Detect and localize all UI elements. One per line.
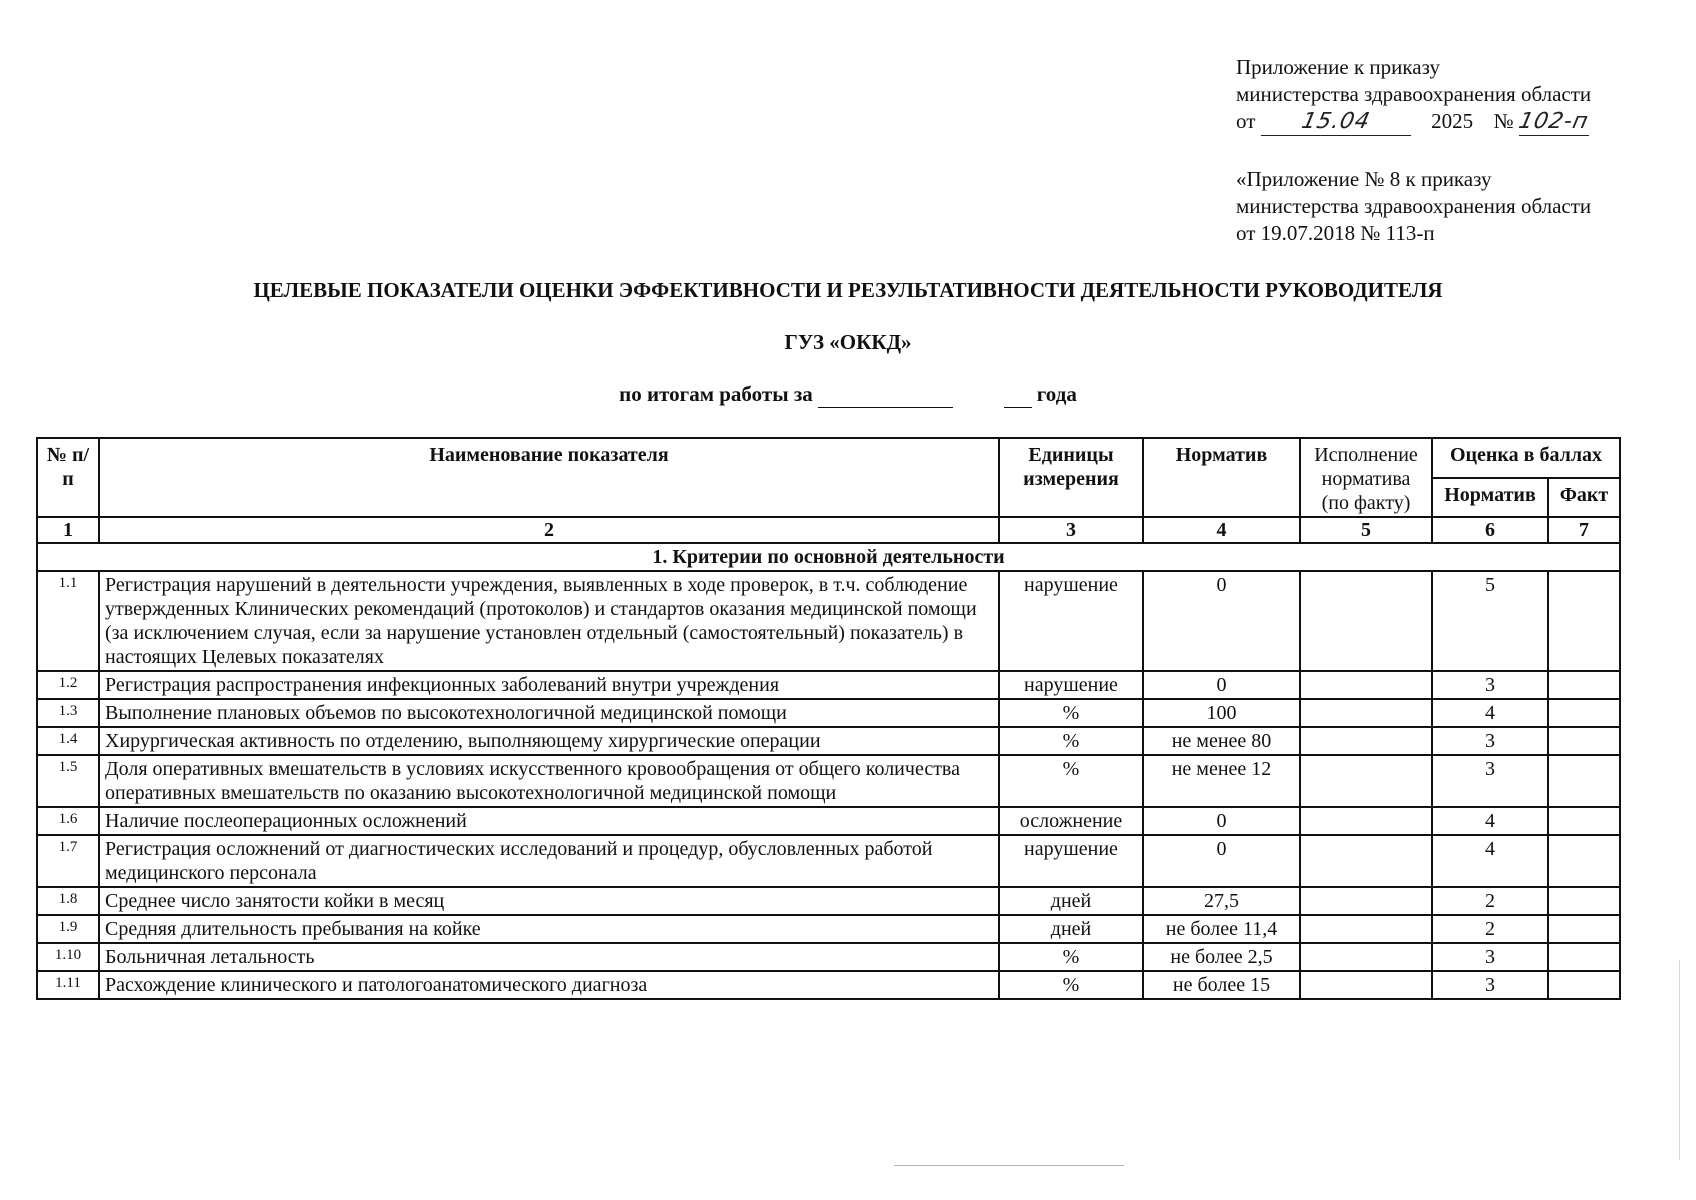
row-num: 1.7 [37,835,99,887]
row-name: Больничная летальность [99,943,999,971]
row-exec [1300,915,1432,943]
row-score-fact [1548,915,1620,943]
row-norm: не более 11,4 [1143,915,1300,943]
row-score-norm: 5 [1432,571,1548,671]
header-exec: Исполнение норматива (по факту) [1300,438,1432,517]
table-row [37,699,1620,727]
row-num: 1.9 [37,915,99,943]
table-row [37,727,1620,755]
row-score-fact [1548,727,1620,755]
row-score-fact [1548,807,1620,835]
row-unit: осложнение [999,807,1143,835]
row-unit: дней [999,915,1143,943]
row-name: Средняя длительность пребывания на койке [99,915,999,943]
row-norm: не более 15 [1143,971,1300,999]
handwritten-date: 15.04 [1298,109,1373,134]
year-blank [1004,382,1032,408]
row-name: Выполнение плановых объемов по высокотехнологичной медицинской помощи [99,699,999,727]
row-score-norm: 3 [1432,755,1548,807]
row-name: Расхождение клинического и патологоанатомического диагноза [99,971,999,999]
table-row [37,755,1620,807]
row-score-fact [1548,887,1620,915]
header-score-norm: Норматив [1432,478,1548,518]
row-exec [1300,971,1432,999]
row-num: 1.8 [37,887,99,915]
row-exec [1300,835,1432,887]
row-exec [1300,671,1432,699]
row-unit: % [999,971,1143,999]
row-norm: не менее 12 [1143,755,1300,807]
number-sign: № [1493,109,1514,133]
row-norm: 0 [1143,571,1300,671]
col-number: 3 [999,517,1143,543]
col-number: 1 [37,517,99,543]
row-name: Регистрация распространения инфекционных заболеваний внутри учреждения [99,671,999,699]
header-name: Наименование показателя [99,438,999,517]
document-title: ЦЕЛЕВЫЕ ПОКАЗАТЕЛИ ОЦЕНКИ ЭФФЕКТИВНОСТИ И РЕЗУЛЬТАТИВНОСТИ ДЕЯТЕЛЬНОСТИ РУКОВОДИТЕЛЯ [253,278,1443,302]
order-header [1236,54,1686,136]
row-score-norm: 3 [1432,671,1548,699]
order-year: 2025 [1431,109,1474,133]
annex-header-line2: министерства здравоохранения области [1236,194,1592,218]
table-row [37,943,1620,971]
organization-title: ГУЗ «ОККД» [784,330,912,354]
row-name: Доля оперативных вмешательств в условиях искусственного кровообращения от общего количества оперативных вмешательств по оказанию высокотехнологичной медицинской помощи [99,755,999,807]
row-score-fact [1548,671,1620,699]
row-norm: 0 [1143,671,1300,699]
column-number-row [37,517,1620,543]
annex-header-line1: «Приложение № 8 к приказу [1236,167,1492,191]
row-score-norm: 2 [1432,887,1548,915]
order-header-line1: Приложение к приказу [1236,55,1440,79]
col-number: 2 [99,517,999,543]
row-exec [1300,571,1432,671]
row-score-fact [1548,699,1620,727]
row-exec [1300,755,1432,807]
row-score-norm: 4 [1432,807,1548,835]
period-blank [818,382,953,408]
row-num: 1.10 [37,943,99,971]
section-title: 1. Критерии по основной деятельности [37,543,1620,571]
period-suffix: года [1036,382,1077,406]
annex-header-line3: от 19.07.2018 № 113-п [1236,221,1435,245]
handwritten-date-field [1261,108,1411,136]
table-row [37,971,1620,999]
row-score-norm: 3 [1432,971,1548,999]
period-line [0,382,1696,408]
row-name: Регистрация осложнений от диагностических исследований и процедур, обусловленных работой медицинского персонала [99,835,999,887]
header-score-fact: Факт [1548,478,1620,518]
row-score-norm: 4 [1432,699,1548,727]
row-unit: % [999,727,1143,755]
row-unit: % [999,755,1143,807]
table-row [37,807,1620,835]
row-score-fact [1548,835,1620,887]
row-exec [1300,807,1432,835]
period-prefix: по итогам работы за [619,382,813,406]
row-num: 1.3 [37,699,99,727]
row-score-fact [1548,943,1620,971]
row-norm: 0 [1143,835,1300,887]
table-row [37,835,1620,887]
col-number: 4 [1143,517,1300,543]
annex-header [1236,166,1686,247]
row-score-norm: 3 [1432,727,1548,755]
row-num: 1.5 [37,755,99,807]
scan-edge-line [1679,960,1680,1160]
row-score-fact [1548,971,1620,999]
indicators-table [36,437,1621,1000]
table-row [37,671,1620,699]
row-unit: дней [999,887,1143,915]
row-norm: не менее 80 [1143,727,1300,755]
table-row [37,915,1620,943]
table-header-row [37,438,1620,478]
row-num: 1.2 [37,671,99,699]
row-num: 1.1 [37,571,99,671]
row-exec [1300,727,1432,755]
row-name: Хирургическая активность по отделению, выполняющему хирургические операции [99,727,999,755]
row-num: 1.4 [37,727,99,755]
row-score-fact [1548,755,1620,807]
row-exec [1300,943,1432,971]
row-norm: 100 [1143,699,1300,727]
row-unit: % [999,699,1143,727]
date-prefix: от [1236,109,1256,133]
col-number: 7 [1548,517,1620,543]
table-row [37,571,1620,671]
row-score-norm: 2 [1432,915,1548,943]
handwritten-number-field [1516,108,1592,136]
row-name: Регистрация нарушений в деятельности учреждения, выявленных в ходе проверок, в т.ч. соблюдение утвержденных Клинических рекомендаций (протоколов) и стандартов оказания медицинской помощи (за исключением случая, если за нарушение установлен отдельный (самостоятельный) показатель) в настоящих Целевых показателях [99,571,999,671]
row-score-norm: 4 [1432,835,1548,887]
handwritten-number: 102-п [1516,109,1592,134]
row-name: Наличие послеоперационных осложнений [99,807,999,835]
row-score-fact [1548,571,1620,671]
header-norm: Норматив [1143,438,1300,517]
order-date-line [1236,108,1686,136]
row-unit: нарушение [999,571,1143,671]
scan-artifact-line [894,1165,1124,1166]
header-unit: Единицы измерения [999,438,1143,517]
row-num: 1.6 [37,807,99,835]
order-header-line2: министерства здравоохранения области [1236,82,1592,106]
row-name: Среднее число занятости койки в месяц [99,887,999,915]
row-num: 1.11 [37,971,99,999]
row-norm: 27,5 [1143,887,1300,915]
row-exec [1300,887,1432,915]
row-unit: нарушение [999,671,1143,699]
col-number: 5 [1300,517,1432,543]
row-unit: % [999,943,1143,971]
row-unit: нарушение [999,835,1143,887]
header-num: № п/п [37,438,99,517]
row-exec [1300,699,1432,727]
col-number: 6 [1432,517,1548,543]
table-row [37,887,1620,915]
section-row [37,543,1620,571]
row-score-norm: 3 [1432,943,1548,971]
row-norm: не более 2,5 [1143,943,1300,971]
header-score: Оценка в баллах [1432,438,1620,478]
row-norm: 0 [1143,807,1300,835]
